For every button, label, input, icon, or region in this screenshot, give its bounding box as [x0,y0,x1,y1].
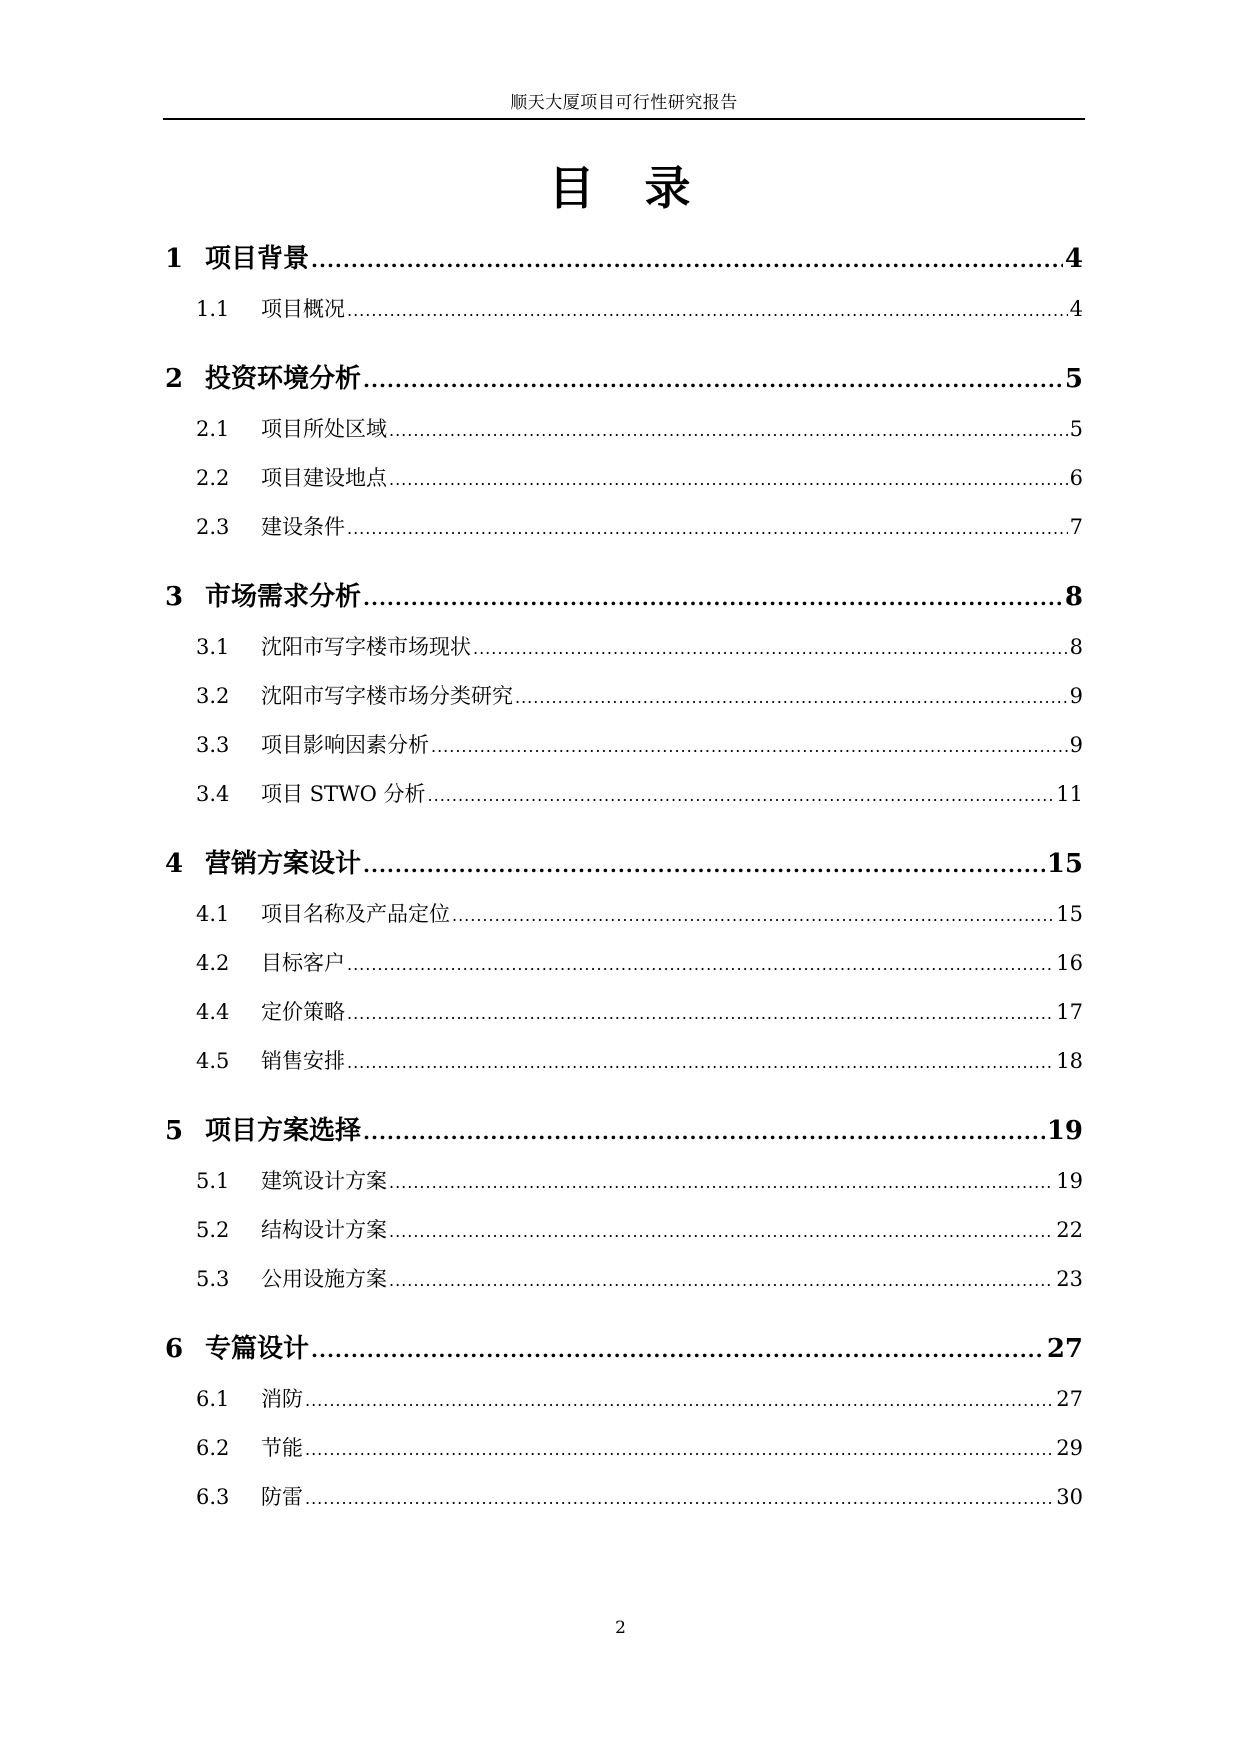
dot-leader [363,1113,1045,1151]
dot-leader [305,1425,1054,1474]
toc-section-entry[interactable] [165,988,1083,1037]
toc-section-entry[interactable] [165,1037,1083,1086]
toc-number: 6.2 [196,1436,230,1460]
toc-title: 市场需求分析 [205,582,362,612]
toc-page-ref: 27 [1046,1334,1083,1364]
toc-number: 4.5 [196,1049,230,1073]
toc-chapter-entry[interactable] [165,240,1083,278]
toc-chapter-entry[interactable] [165,360,1083,398]
toc-number: 6 [165,1334,184,1364]
toc-section-entry[interactable] [165,1424,1083,1473]
dot-leader [305,1376,1054,1425]
dot-leader [347,989,1054,1038]
toc-chapter [165,240,1083,334]
toc-chapter [165,845,1083,1086]
dot-leader [431,722,1068,771]
toc-section-entry[interactable] [165,890,1083,939]
toc-page-ref: 19 [1056,1169,1083,1193]
toc-number: 1.1 [196,297,230,321]
dot-leader [363,361,1063,399]
toc-title: 沈阳市写字楼市场现状 [261,635,471,659]
dot-leader [347,1038,1054,1087]
toc-chapter-entry[interactable] [165,1112,1083,1150]
toc-title: 投资环境分析 [205,364,362,394]
toc-number: 3.3 [196,733,230,757]
toc-chapter [165,578,1083,819]
toc-section-entry[interactable] [165,1375,1083,1424]
toc-chapter-entry[interactable] [165,1330,1083,1368]
toc-title: 消防 [261,1387,303,1411]
toc-number: 4.2 [196,951,230,975]
toc-section-entry[interactable] [165,405,1083,454]
toc-number: 5.3 [196,1267,230,1291]
toc-number: 2.3 [196,515,230,539]
dot-leader [347,504,1068,553]
toc-number: 2.2 [196,466,230,490]
toc-title: 营销方案设计 [205,849,362,879]
toc-chapter [165,1112,1083,1304]
toc-page-ref: 15 [1056,902,1083,926]
toc-title: 建设条件 [261,515,345,539]
toc-section-entry[interactable] [165,1157,1083,1206]
toc-section-entry[interactable] [165,1473,1083,1522]
dot-leader [473,624,1068,673]
toc-number: 3 [165,582,184,612]
toc-page-ref: 30 [1056,1485,1083,1509]
toc-section-entry[interactable] [165,285,1083,334]
toc-number: 4.1 [196,902,230,926]
toc-number: 5 [165,1116,184,1146]
toc-title: 沈阳市写字楼市场分类研究 [261,684,513,708]
toc-chapter [165,360,1083,552]
toc-page-ref: 9 [1069,684,1083,708]
toc-number: 1 [165,244,184,274]
toc-section-entry[interactable] [165,454,1083,503]
toc-page-ref: 7 [1069,515,1083,539]
toc-chapter [165,1330,1083,1522]
header-rule [163,118,1085,120]
toc-title: 目标客户 [261,951,345,975]
toc-title: 建筑设计方案 [261,1169,387,1193]
toc-number: 5.2 [196,1218,230,1242]
toc-page-ref: 18 [1056,1049,1083,1073]
toc-title: 防雷 [261,1485,303,1509]
dot-leader [363,846,1045,884]
dot-leader [305,1474,1054,1523]
toc-page-ref: 8 [1069,635,1083,659]
toc-title: 销售安排 [261,1049,345,1073]
toc-title: 定价策略 [261,1000,345,1024]
toc-page-ref: 27 [1056,1387,1083,1411]
toc-title: 公用设施方案 [261,1267,387,1291]
toc-page-ref: 15 [1046,849,1083,879]
dot-leader [347,940,1054,989]
toc-page-ref: 29 [1056,1436,1083,1460]
dot-leader [389,455,1068,504]
dot-leader [389,1256,1054,1305]
toc-section-entry[interactable] [165,503,1083,552]
dot-leader [389,406,1068,455]
toc-section-entry[interactable] [165,623,1083,672]
toc-section-entry[interactable] [165,939,1083,988]
toc-page-ref: 5 [1064,364,1083,394]
toc-number: 3.2 [196,684,230,708]
toc-page-ref: 4 [1069,297,1083,321]
dot-leader [311,241,1063,279]
toc-number: 3.4 [196,782,230,806]
dot-leader [452,891,1054,940]
toc-title: 项目影响因素分析 [261,733,429,757]
toc-page-ref: 17 [1056,1000,1083,1024]
toc-page-ref: 4 [1064,244,1083,274]
toc-page-ref: 8 [1064,582,1083,612]
toc-section-entry[interactable] [165,1255,1083,1304]
dot-leader [347,286,1068,335]
toc-page-ref: 19 [1046,1116,1083,1146]
dot-leader [363,579,1063,617]
toc-section-entry[interactable] [165,672,1083,721]
toc-title: 专篇设计 [205,1334,310,1364]
page-number: 2 [615,1618,626,1638]
toc-chapter-entry[interactable] [165,845,1083,883]
toc-section-entry[interactable] [165,721,1083,770]
toc-title: 目 录 [548,161,693,215]
toc-page-ref: 6 [1069,466,1083,490]
toc-title: 节能 [261,1436,303,1460]
toc-page-ref: 11 [1056,782,1083,806]
dot-leader [389,1207,1054,1256]
toc-title: 项目建设地点 [261,466,387,490]
toc-number: 2.1 [196,417,230,441]
toc-title: 项目方案选择 [205,1116,362,1146]
running-header: 顺天大厦项目可行性研究报告 [510,93,738,113]
toc-number: 6.3 [196,1485,230,1509]
dot-leader [311,1331,1045,1369]
toc-page-ref: 5 [1069,417,1083,441]
toc-section-entry[interactable] [165,770,1083,819]
toc-title: 项目概况 [261,297,345,321]
toc-title: 项目名称及产品定位 [261,902,450,926]
dot-leader [515,673,1068,722]
toc-number: 4.4 [196,1000,230,1024]
toc-page-ref: 9 [1069,733,1083,757]
toc-page-ref: 23 [1056,1267,1083,1291]
toc-page-ref: 16 [1056,951,1083,975]
table-of-contents [165,240,1083,1522]
toc-number: 6.1 [196,1387,230,1411]
toc-number: 2 [165,364,184,394]
toc-title: 项目所处区域 [261,417,387,441]
toc-page-ref: 22 [1056,1218,1083,1242]
toc-number: 4 [165,849,184,879]
toc-title: 项目背景 [205,244,310,274]
toc-number: 3.1 [196,635,230,659]
toc-section-entry[interactable] [165,1206,1083,1255]
dot-leader [389,1158,1054,1207]
dot-leader [428,771,1055,820]
toc-title: 结构设计方案 [261,1218,387,1242]
toc-number: 5.1 [196,1169,230,1193]
toc-chapter-entry[interactable] [165,578,1083,616]
toc-title: 项目 STWO 分析 [261,782,426,806]
